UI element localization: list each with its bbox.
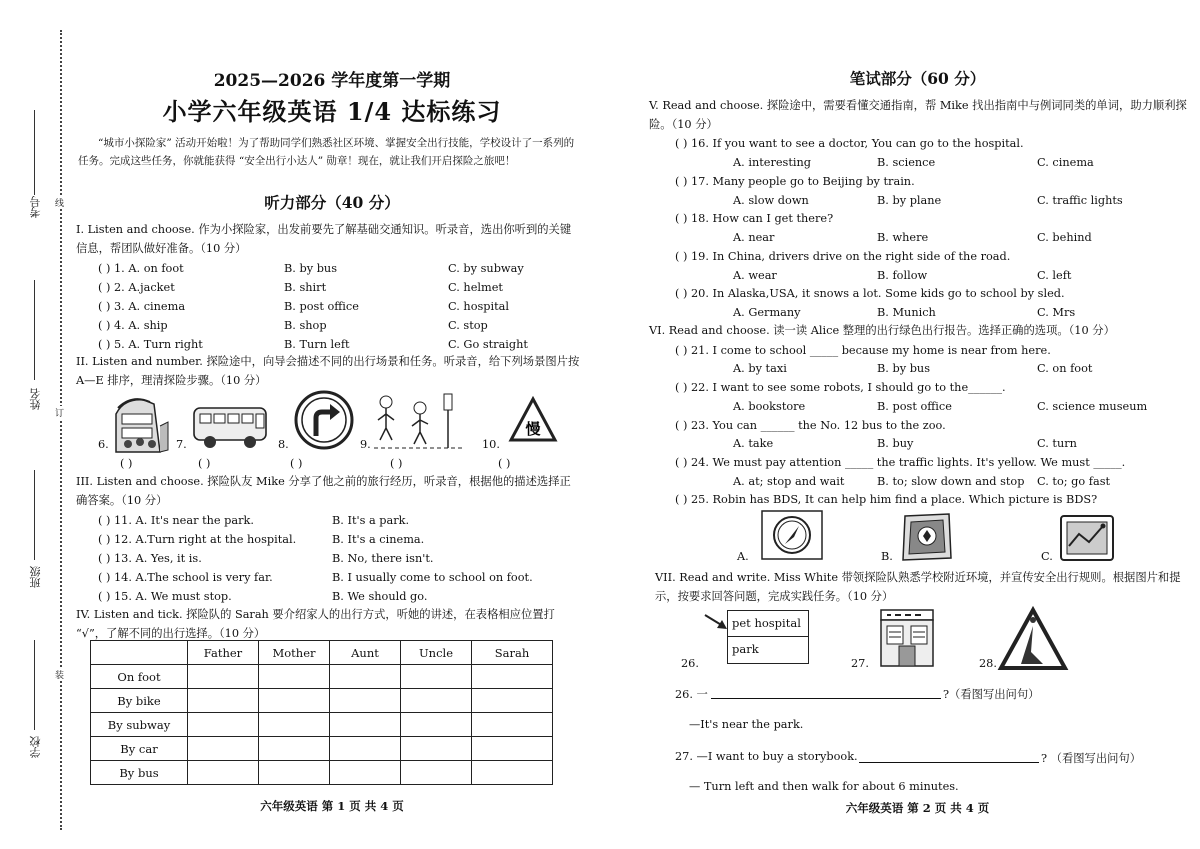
q17-option-c: C. traffic lights	[1037, 194, 1123, 207]
binding-dotted-line	[60, 30, 62, 830]
q16-stem: ( ) 16. If you want to see a doctor, You can go to the hospital.	[675, 137, 1024, 150]
written-heading: 笔试部分（60 分）	[849, 69, 986, 88]
q18-option-b: B. where	[877, 231, 929, 244]
q27-reply: — Turn left and then walk for about 6 minutes.	[689, 780, 959, 793]
q15-option-b: B. We should go.	[332, 590, 428, 603]
tick-cell[interactable]	[401, 713, 472, 737]
intro-paragraph: “城市小探险家” 活动开始啦！为了帮助同学们熟悉社区环境、掌握安全出行技能，学校设计了一系列的任务。完成这些任务，你就能获得 “安全出行小达人” 勋章！现在，就让我们开启探险之旅吧！	[78, 137, 575, 167]
q20-option-c: C. Mrs	[1037, 306, 1076, 319]
tick-cell[interactable]	[472, 761, 553, 785]
q2-option-c: C. helmet	[448, 281, 503, 294]
pic-9-number: 9.	[360, 438, 371, 451]
q18-option-c: C. behind	[1037, 231, 1092, 244]
column-header: Father	[188, 641, 259, 665]
q25-option-a: A.	[737, 550, 749, 563]
q17-stem: ( ) 17. Many people go to Beijing by train.	[675, 175, 915, 188]
section-5-instructions: V. Read and choose. 探险途中，需要看懂交通指南，帮 Mike 找出指南中与例词同类的单词，助力顺利探险。（10 分）	[649, 99, 1187, 131]
q14-option-b: B. I usually come to school on foot.	[332, 571, 533, 584]
q21-stem: ( ) 21. I come to school _____ because my home is near from here.	[675, 344, 1051, 357]
q24-option-b: B. to; slow down and stop	[877, 475, 1025, 488]
school-label: 学校	[29, 736, 42, 758]
q24-stem: ( ) 24. We must pay attention _____ the traffic lights. It's yellow. We must _____.	[675, 456, 1126, 469]
q23-option-a: A. take	[733, 437, 774, 450]
q18-stem: ( ) 18. How can I get there?	[675, 212, 834, 225]
section-6-instructions: VI. Read and choose. 读一读 Alice 整理的出行绿色出行报告。选择正确的选项。（10 分）	[649, 324, 1115, 337]
q27-answer-line[interactable]	[859, 748, 1039, 763]
q17-option-a: A. slow down	[733, 194, 809, 207]
table-row	[91, 713, 553, 737]
section-7-instructions: VII. Read and write. Miss White 带领探险队熟悉学校附近环境，并宣传安全出行规则。根据图片和提示，按要求回答问题，完成实践任务。（10 分）	[655, 571, 1181, 603]
cut-mark-1: 线	[55, 196, 64, 209]
pic-10-answer: ( )	[498, 457, 511, 470]
q19-option-c: C. left	[1037, 269, 1072, 282]
crowded-bus-stop-picture	[110, 392, 170, 454]
pic-10-number: 10.	[482, 438, 500, 451]
q19-option-b: B. follow	[877, 269, 928, 282]
class-line	[34, 470, 35, 560]
q21-option-a: A. by taxi	[733, 362, 787, 375]
q22-option-b: B. post office	[877, 400, 952, 413]
map-picture	[899, 510, 955, 562]
q2-option-b: B. shirt	[284, 281, 327, 294]
pic-7-answer: ( )	[198, 457, 211, 470]
q16-option-b: B. science	[877, 156, 936, 169]
column-header: Aunt	[330, 641, 401, 665]
school-bus-picture	[190, 400, 270, 452]
q21-option-c: C. on foot	[1037, 362, 1093, 375]
binding-margin	[0, 0, 72, 849]
tick-cell[interactable]	[472, 689, 553, 713]
signpost-box	[727, 610, 809, 664]
tick-cell[interactable]	[188, 713, 259, 737]
warning-triangle-picture	[997, 606, 1069, 672]
q5-option-b: B. Turn left	[284, 338, 350, 351]
tick-cell[interactable]	[330, 761, 401, 785]
q23-option-c: C. turn	[1037, 437, 1077, 450]
tick-cell[interactable]	[472, 713, 553, 737]
tick-cell[interactable]	[330, 665, 401, 689]
q18-option-a: A. near	[733, 231, 775, 244]
section-1-instructions: I. Listen and choose. 作为小探险家，出发前要先了解基础交通知识。听录音，选出你听到的关键信息，帮团队做好准备。（10 分）	[76, 223, 572, 255]
q15-stem: ( ) 15. A. We must stop.	[98, 590, 232, 603]
tick-cell[interactable]	[401, 737, 472, 761]
pic-7-number: 7.	[176, 438, 187, 451]
pic-6-number: 6.	[98, 438, 109, 451]
q27-number: 27.	[851, 657, 869, 670]
q26-hint: ?（看图写出问句）	[943, 688, 1040, 701]
q11-option-b: B. It's a park.	[332, 514, 410, 527]
compass-picture	[761, 510, 823, 560]
table-row	[91, 761, 553, 785]
q4-stem: ( ) 4. A. ship	[98, 319, 168, 332]
q1-option-b: B. by bus	[284, 262, 337, 275]
q25-stem: ( ) 25. Robin has BDS, It can help him find a place. Which picture is BDS?	[675, 493, 1098, 506]
tick-cell[interactable]	[330, 737, 401, 761]
q20-stem: ( ) 20. In Alaska,USA, it snows a lot. Some kids go to school by sled.	[675, 287, 1065, 300]
slow-sign-text: 慢	[525, 420, 541, 438]
pic-8-answer: ( )	[290, 457, 303, 470]
tick-cell[interactable]	[188, 665, 259, 689]
q13-option-b: B. No, there isn't.	[332, 552, 434, 565]
q23-stem: ( ) 23. You can ______ the No. 12 bus to the zoo.	[675, 419, 946, 432]
q22-option-c: C. science museum	[1037, 400, 1148, 413]
q13-stem: ( ) 13. A. Yes, it is.	[98, 552, 202, 565]
q2-stem: ( ) 2. A.jacket	[98, 281, 175, 294]
q5-stem: ( ) 5. A. Turn right	[98, 338, 203, 351]
q16-option-a: A. interesting	[733, 156, 811, 169]
q20-option-b: B. Munich	[877, 306, 936, 319]
pic-6-answer: ( )	[120, 457, 133, 470]
bookstore-picture	[877, 606, 937, 670]
turn-right-sign-picture	[292, 388, 356, 452]
table-row	[91, 737, 553, 761]
q17-option-b: B. by plane	[877, 194, 942, 207]
tick-cell[interactable]	[330, 689, 401, 713]
row-header: By bus	[91, 761, 188, 785]
tick-cell[interactable]	[401, 689, 472, 713]
exam-no-line	[34, 110, 35, 195]
q26-answer-line[interactable]	[711, 684, 941, 699]
cut-mark-3: 装	[55, 668, 64, 681]
tick-cell[interactable]	[330, 713, 401, 737]
q4-option-b: B. shop	[284, 319, 327, 332]
section-3-instructions: III. Listen and choose. 探险队友 Mike 分享了他之前的旅行经历，听录音，根据他的描述选择正确答案。（10 分）	[76, 475, 571, 507]
page-2-footer: 六年级英语 第 2 页 共 4 页	[845, 801, 990, 815]
row-header: By car	[91, 737, 188, 761]
tick-cell[interactable]	[259, 737, 330, 761]
q1-option-c: C. by subway	[448, 262, 524, 275]
column-header: Sarah	[472, 641, 553, 665]
pic-9-answer: ( )	[390, 457, 403, 470]
section-4-instructions: IV. Listen and tick. 探险队的 Sarah 要介绍家人的出行方式，听她的讲述，在表格相应位置打 “√”，了解不同的出行选择。（10 分）	[76, 608, 555, 640]
q27-prompt: 27. —I want to buy a storybook.	[675, 750, 858, 763]
cut-mark-2: 订	[55, 406, 64, 419]
row-header: By subway	[91, 713, 188, 737]
q4-option-c: C. stop	[448, 319, 488, 332]
q11-stem: ( ) 11. A. It's near the park.	[98, 514, 254, 527]
q3-option-c: C. hospital	[448, 300, 510, 313]
transport-tick-table	[90, 640, 553, 785]
tick-cell[interactable]	[259, 761, 330, 785]
navigation-screen-picture	[1059, 514, 1115, 562]
page-1-footer: 六年级英语 第 1 页 共 4 页	[260, 799, 404, 813]
tick-cell[interactable]	[259, 689, 330, 713]
column-header: Uncle	[401, 641, 472, 665]
q25-option-b: B.	[881, 550, 893, 563]
table-header-row	[91, 641, 553, 665]
page-title-term: 2025—2026 学年度第一学期	[213, 71, 451, 91]
q19-option-a: A. wear	[733, 269, 777, 282]
table-row	[91, 689, 553, 713]
class-label: 班级	[29, 566, 42, 588]
q3-stem: ( ) 3. A. cinema	[98, 300, 186, 313]
q26-reply: —It's near the park.	[689, 718, 804, 731]
tick-cell[interactable]	[259, 713, 330, 737]
row-header: On foot	[91, 665, 188, 689]
q26-prompt: 26. 一	[675, 688, 708, 701]
column-header: Mother	[259, 641, 330, 665]
pic-8-number: 8.	[278, 438, 289, 451]
q20-option-a: A. Germany	[733, 306, 801, 319]
q12-option-b: B. It's a cinema.	[332, 533, 425, 546]
school-line	[34, 640, 35, 730]
q19-stem: ( ) 19. In China, drivers drive on the right side of the road.	[675, 250, 1011, 263]
pedestrians-crossing-picture	[372, 390, 464, 452]
name-line	[34, 280, 35, 380]
q24-option-a: A. at; stop and wait	[733, 475, 845, 488]
listening-heading: 听力部分（40 分）	[264, 193, 400, 212]
q23-option-b: B. buy	[877, 437, 914, 450]
q1-stem: ( ) 1. A. on foot	[98, 262, 184, 275]
table-row	[91, 665, 553, 689]
tick-cell[interactable]	[259, 665, 330, 689]
tick-cell[interactable]	[472, 665, 553, 689]
row-header: By bike	[91, 689, 188, 713]
exam-no-label: 考号	[29, 196, 42, 218]
q26-number: 26.	[681, 657, 699, 670]
tick-cell[interactable]	[188, 761, 259, 785]
tick-cell[interactable]	[188, 689, 259, 713]
table-corner-cell	[91, 641, 188, 665]
tick-cell[interactable]	[401, 761, 472, 785]
q12-stem: ( ) 12. A.Turn right at the hospital.	[98, 533, 297, 546]
sign-park: park	[732, 642, 759, 656]
q25-option-c: C.	[1041, 550, 1053, 563]
q27-hint: ? （看图写出问句）	[1041, 752, 1142, 765]
section-2-instructions: II. Listen and number. 探险途中，向导会描述不同的出行场景和任务。听录音，给下列场景图片按 A—E 排序，理清探险步骤。（10 分）	[76, 355, 580, 387]
page-title-exam: 小学六年级英语 1/4 达标练习	[162, 97, 502, 126]
tick-cell[interactable]	[188, 737, 259, 761]
q3-option-b: B. post office	[284, 300, 359, 313]
q14-stem: ( ) 14. A.The school is very far.	[98, 571, 273, 584]
name-label: 姓名	[29, 388, 42, 410]
sign-pet-hospital: pet hospital	[728, 611, 808, 637]
q28-number: 28.	[979, 657, 997, 670]
q22-option-a: A. bookstore	[733, 400, 806, 413]
q24-option-c: C. to; go fast	[1037, 475, 1111, 488]
q21-option-b: B. by bus	[877, 362, 930, 375]
q22-stem: ( ) 22. I want to see some robots, I should go to the______.	[675, 381, 1006, 394]
q16-option-c: C. cinema	[1037, 156, 1094, 169]
q5-option-c: C. Go straight	[448, 338, 528, 351]
tick-cell[interactable]	[472, 737, 553, 761]
slow-down-sign-picture	[508, 396, 558, 444]
tick-cell[interactable]	[401, 665, 472, 689]
